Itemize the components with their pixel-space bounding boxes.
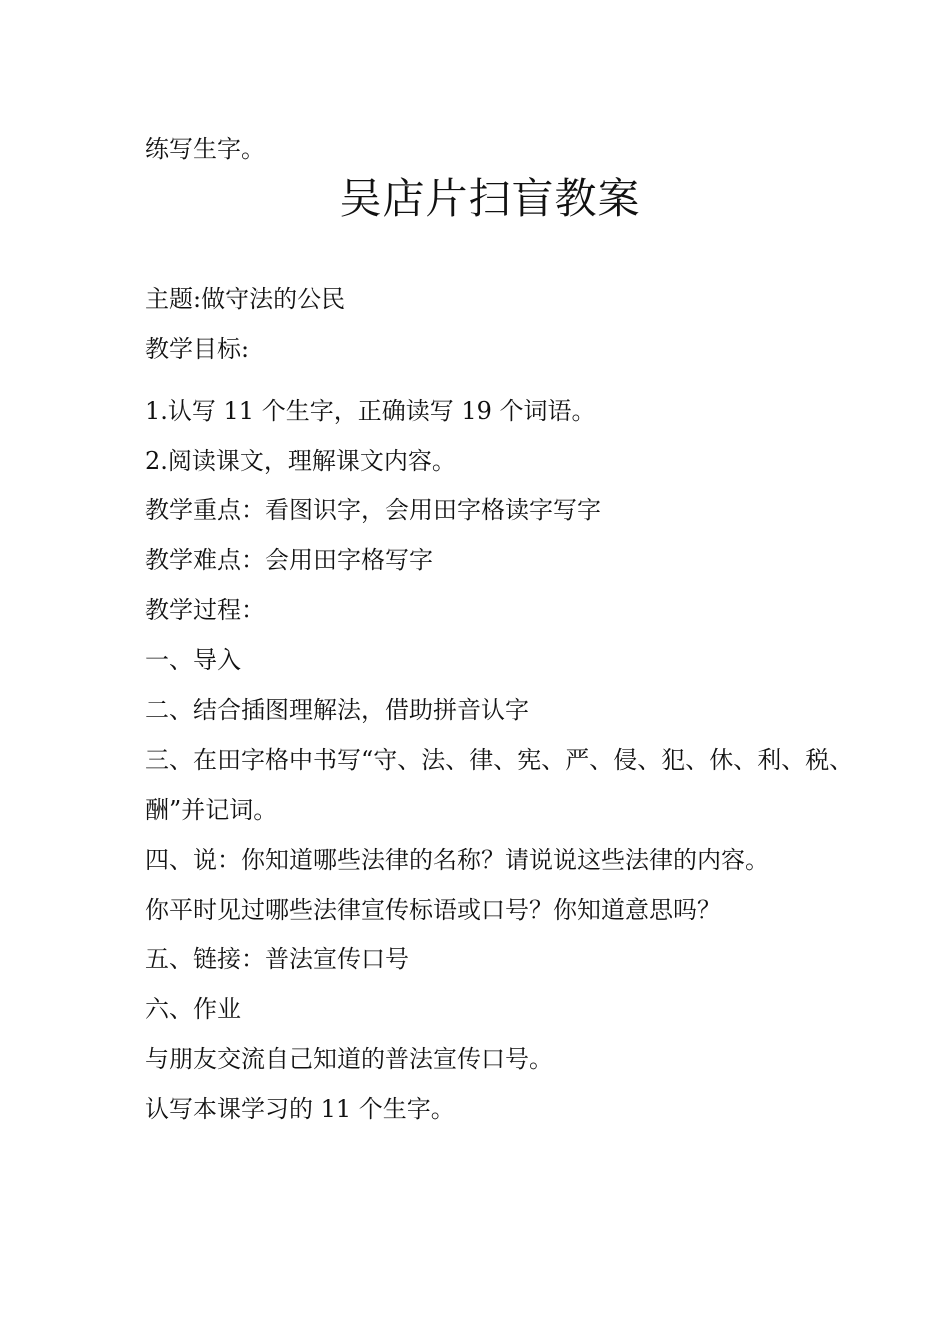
step-6: 六、作业 (145, 995, 241, 1023)
step-4-line-1: 四、说：你知道哪些法律的名称？请说说这些法律的内容。 (145, 846, 769, 874)
objectives-heading: 教学目标: (145, 335, 250, 363)
step-1: 一、导入 (145, 646, 241, 674)
objective-1: 1.认写 11 个生字，正确读写 19 个词语。 (145, 397, 596, 425)
objective-2: 2.阅读课文，理解课文内容。 (145, 447, 456, 475)
step-3-line-2: 酬”并记词。 (145, 796, 278, 824)
step-4-line-2: 你平时见过哪些法律宣传标语或口号？你知道意思吗？ (145, 896, 721, 924)
page-title: 吴店片扫盲教案 (339, 174, 641, 223)
carryover-text: 练写生字。 (145, 135, 265, 163)
process-heading: 教学过程： (145, 596, 265, 624)
key-points: 教学重点：看图识字，会用田字格读字写字 (145, 496, 601, 524)
difficulties: 教学难点：会用田字格写字 (145, 546, 433, 574)
homework-2: 认写本课学习的 11 个生字。 (145, 1095, 455, 1123)
step-5: 五、链接：普法宣传口号 (145, 945, 409, 973)
step-2: 二、结合插图理解法，借助拼音认字 (145, 696, 529, 724)
theme-text: 主题:做守法的公民 (145, 285, 346, 313)
homework-1: 与朋友交流自己知道的普法宣传口号。 (145, 1045, 553, 1073)
step-3-line-1: 三、在田字格中书写“守、法、律、宪、严、侵、犯、休、利、税、 (145, 746, 854, 774)
